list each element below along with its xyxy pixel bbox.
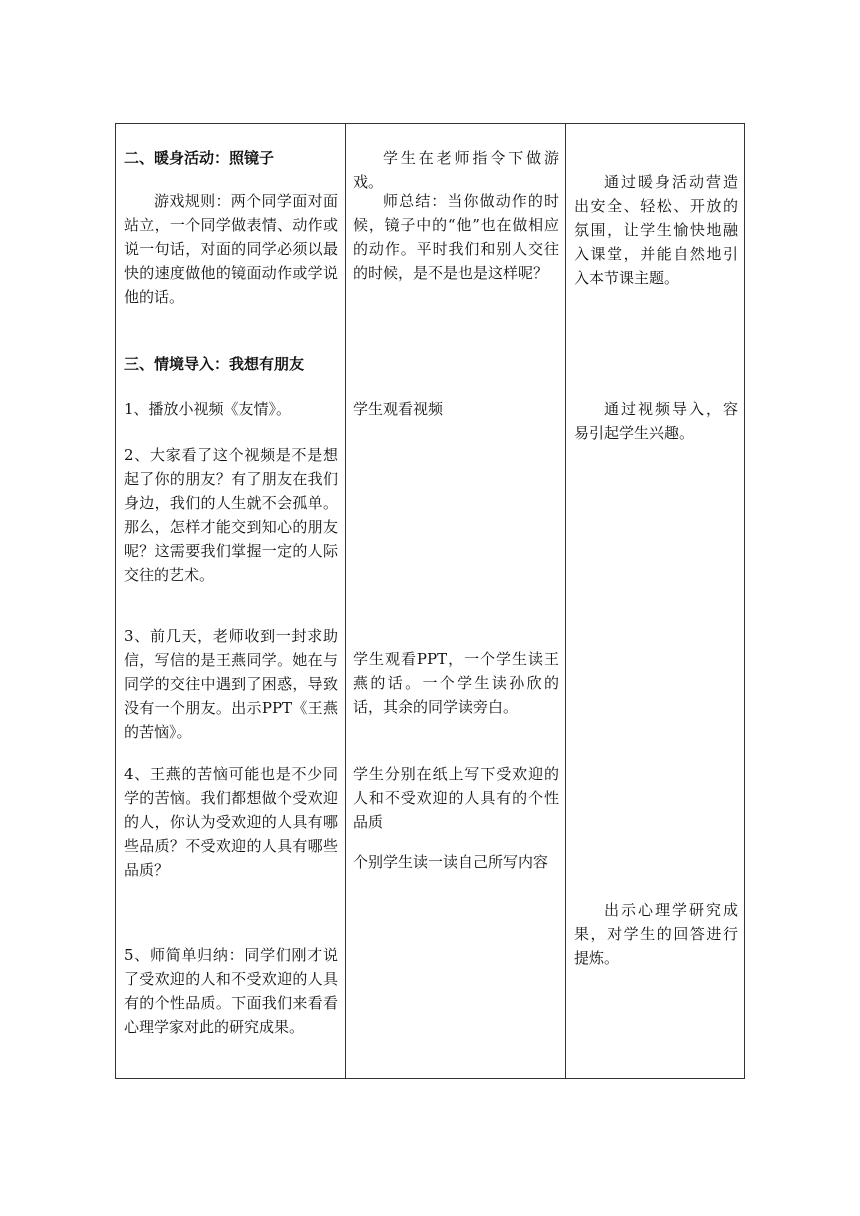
teacher-summary-text: 师总结：当你做动作的时候，镜子中的“他”也在做相应的动作。平时我们和别人交往的时候，是不是也是这样呢？	[353, 192, 559, 282]
student-watch-ppt: 学生观看PPT，一个学生读王燕的话。一个学生读孙欣的话，其余的同学读旁白。	[353, 650, 559, 716]
activity-item-1: 1、播放小视频《友情》。	[124, 400, 292, 418]
student-write-text: 学生分别在纸上写下受欢迎的人和不受欢迎的人具有的个性品质	[353, 765, 559, 831]
section-2-heading: 二、暖身活动：照镜子	[124, 149, 275, 167]
video-intent-text: 通过视频导入，容易引起学生兴趣。	[574, 400, 738, 442]
game-rule-text: 游戏规则：两个同学面对面站立，一个同学做表情、动作或说一句话，对面的同学必须以最快的速度做他的镜面动作或学说他的话。	[124, 192, 338, 306]
student-watch-video: 学生观看视频	[353, 400, 444, 418]
student-game-text: 学生在老师指令下做游戏。	[353, 149, 559, 191]
column-divider	[565, 124, 566, 1078]
warmup-intent-text: 通过暖身活动营造出安全、轻松、开放的氛围，让学生愉快地融入课堂，并能自然地引入本节课主题。	[574, 173, 738, 287]
research-intent-text: 出示心理学研究成果，对学生的回答进行提炼。	[574, 901, 738, 967]
activity-item-4: 4、王燕的苦恼可能也是不少同学的苦恼。我们都想做个受欢迎的人，你认为受欢迎的人具有哪些品质？不受欢迎的人具有哪些品质？	[124, 765, 338, 879]
activity-item-3: 3、前几天，老师收到一封求助信，写信的是王燕同学。她在与同学的交往中遇到了困惑，导致没有一个朋友。出示PPT《王燕的苦恼》。	[124, 627, 338, 741]
section-3-heading: 三、情境导入：我想有朋友	[124, 355, 305, 373]
activity-item-5: 5、师简单归纳：同学们刚才说了受欢迎的人和不受欢迎的人具有的个性品质。下面我们来看看心理学家对此的研究成果。	[124, 946, 338, 1036]
student-read-text: 个别学生读一读自己所写内容	[353, 853, 549, 871]
activity-item-2: 2、大家看了这个视频是不是想起了你的朋友？有了朋友在我们身边，我们的人生就不会孤单。那么，怎样才能交到知心的朋友呢？这需要我们掌握一定的人际交往的艺术。	[124, 446, 338, 584]
column-divider	[345, 124, 346, 1078]
